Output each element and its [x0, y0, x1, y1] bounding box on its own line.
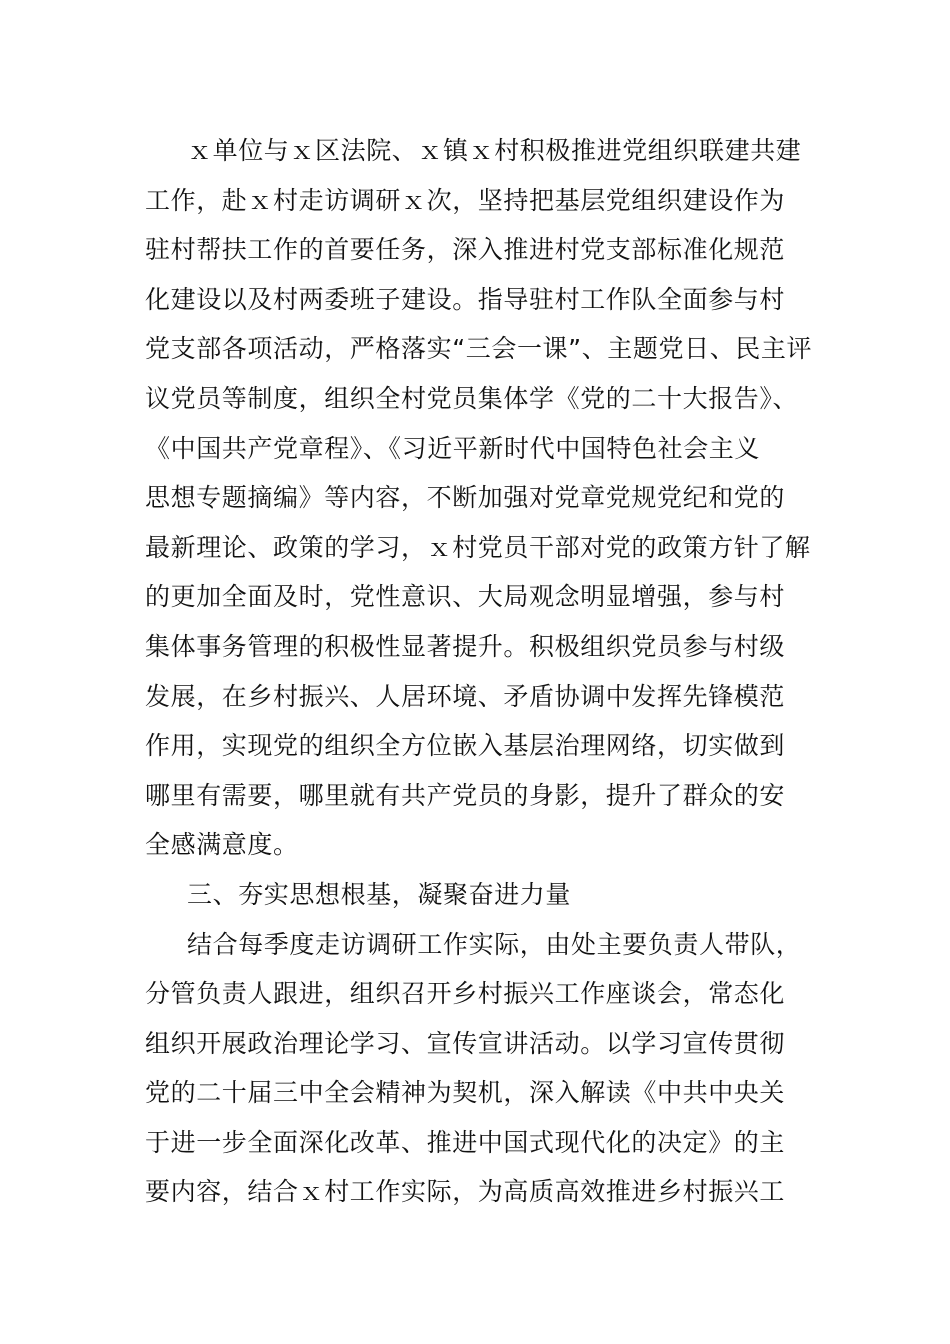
- paragraph-line: 思想专题摘编》等内容，不断加强对党章党规党纪和党的: [145, 483, 786, 513]
- paragraph-line: 哪里有需要，哪里就有共产党员的身影，提升了群众的安: [145, 780, 786, 810]
- paragraph-line: 分管负责人跟进，组织召开乡村振兴工作座谈会，常态化: [145, 979, 786, 1009]
- paragraph-line: 要内容，结合ｘ村工作实际，为高质高效推进乡村振兴工: [145, 1177, 786, 1207]
- paragraph-line: 工作，赴ｘ村走访调研ｘ次，坚持把基层党组织建设作为: [145, 185, 786, 215]
- paragraph-1: [145, 126, 813, 870]
- paragraph-2: [145, 920, 805, 1218]
- paragraph-line: 化建设以及村两委班子建设。指导驻村工作队全面参与村: [145, 284, 786, 314]
- paragraph-line: 党的二十届三中全会精神为契机，深入解读《中共中央关: [145, 1078, 786, 1108]
- paragraph-line: 组织开展政治理论学习、宣传宣讲活动。以学习宣传贯彻: [145, 1028, 786, 1058]
- paragraph-line: 的更加全面及时，党性意识、大局观念明显增强，参与村: [145, 582, 786, 612]
- paragraph-line: 于进一步全面深化改革、推进中国式现代化的决定》的主: [145, 1127, 786, 1157]
- paragraph-line: 驻村帮扶工作的首要任务，深入推进村党支部标准化规范: [145, 235, 786, 265]
- paragraph-line: 议党员等制度，组织全村党员集体学《党的二十大报告》、: [145, 383, 799, 413]
- paragraph-line: 集体事务管理的积极性显著提升。积极组织党员参与村级: [145, 631, 786, 661]
- paragraph-line: 结合每季度走访调研工作实际，由处主要负责人带队，: [187, 929, 802, 959]
- section-heading: 三、夯实思想根基，凝聚奋进力量: [187, 879, 572, 909]
- paragraph-line: 党支部各项活动，严格落实“三会一课”、主题党日、民主评: [145, 334, 813, 364]
- paragraph-line: 最新理论、政策的学习，ｘ村党员干部对党的政策方针了解: [145, 532, 811, 562]
- document-body: [145, 126, 813, 1217]
- paragraph-line: ｘ单位与ｘ区法院、ｘ镇ｘ村积极推进党组织联建共建: [187, 136, 802, 165]
- paragraph-line: 全感满意度。: [145, 830, 299, 860]
- paragraph-line: 《中国共产党章程》、《习近平新时代中国特色社会主义: [145, 433, 761, 463]
- paragraph-line: 作用，实现党的组织全方位嵌入基层治理网络，切实做到: [145, 731, 786, 761]
- paragraph-line: 发展，在乡村振兴、人居环境、矛盾协调中发挥先锋模范: [145, 681, 786, 711]
